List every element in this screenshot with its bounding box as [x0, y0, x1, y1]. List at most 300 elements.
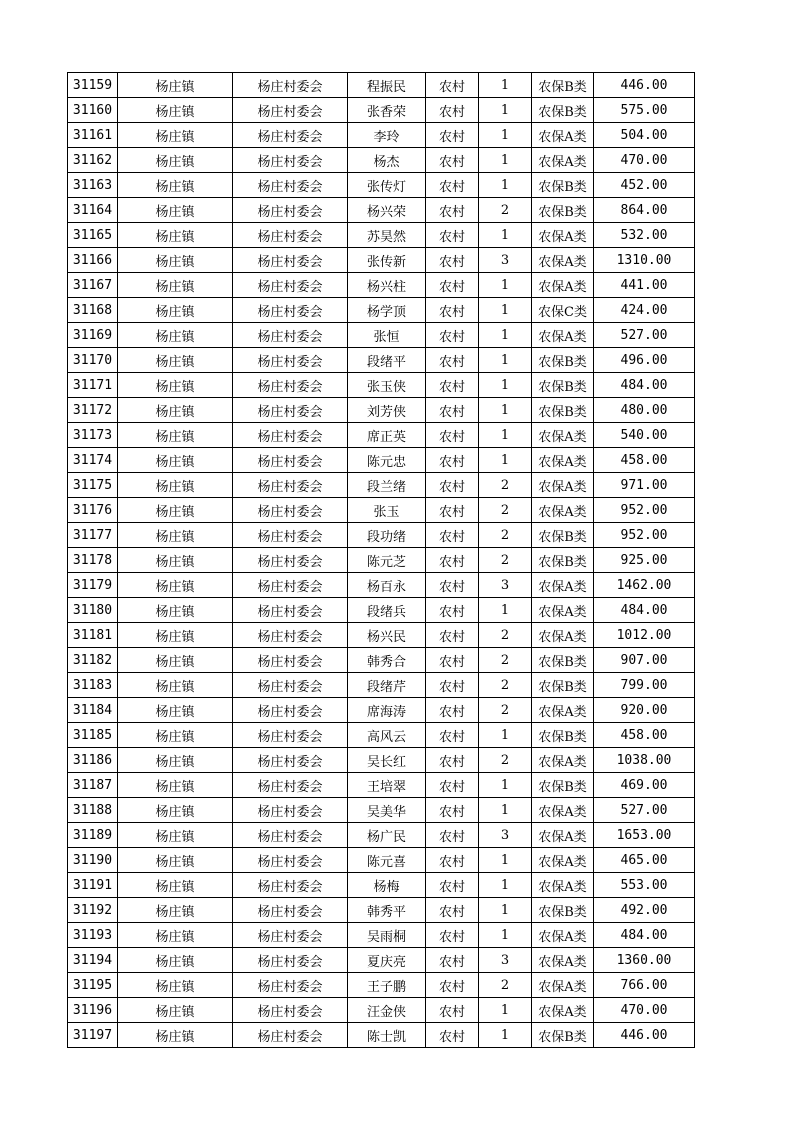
cell-category: 农保A类 — [532, 273, 594, 298]
table-row — [68, 373, 695, 398]
cell-amount: 920.00 — [594, 698, 695, 723]
cell-village: 杨庄村委会 — [233, 673, 348, 698]
cell-name: 段绪芹 — [348, 673, 426, 698]
cell-count: 1 — [479, 323, 532, 348]
cell-category: 农保A类 — [532, 873, 594, 898]
cell-village: 杨庄村委会 — [233, 798, 348, 823]
cell-count: 2 — [479, 973, 532, 998]
cell-type: 农村 — [426, 98, 479, 123]
cell-town: 杨庄镇 — [118, 198, 233, 223]
table-row — [68, 173, 695, 198]
cell-type: 农村 — [426, 573, 479, 598]
table-row — [68, 448, 695, 473]
cell-category: 农保B类 — [532, 673, 594, 698]
cell-type: 农村 — [426, 773, 479, 798]
cell-name: 夏庆亮 — [348, 948, 426, 973]
cell-id: 31186 — [68, 748, 118, 773]
cell-town: 杨庄镇 — [118, 298, 233, 323]
cell-category: 农保B类 — [532, 1023, 594, 1048]
cell-category: 农保A类 — [532, 973, 594, 998]
cell-type: 农村 — [426, 373, 479, 398]
table-row — [68, 773, 695, 798]
cell-type: 农村 — [426, 998, 479, 1023]
cell-amount: 971.00 — [594, 473, 695, 498]
cell-category: 农保B类 — [532, 173, 594, 198]
cell-category: 农保B类 — [532, 648, 594, 673]
cell-town: 杨庄镇 — [118, 898, 233, 923]
cell-type: 农村 — [426, 873, 479, 898]
cell-type: 农村 — [426, 648, 479, 673]
cell-id: 31190 — [68, 848, 118, 873]
cell-name: 段绪兵 — [348, 598, 426, 623]
table-row — [68, 673, 695, 698]
cell-name: 段功绪 — [348, 523, 426, 548]
cell-category: 农保B类 — [532, 348, 594, 373]
cell-type: 农村 — [426, 673, 479, 698]
cell-name: 杨兴民 — [348, 623, 426, 648]
cell-name: 陈元喜 — [348, 848, 426, 873]
cell-category: 农保A类 — [532, 798, 594, 823]
cell-town: 杨庄镇 — [118, 1023, 233, 1048]
cell-village: 杨庄村委会 — [233, 948, 348, 973]
table-row — [68, 748, 695, 773]
cell-type: 农村 — [426, 423, 479, 448]
table-row — [68, 648, 695, 673]
cell-id: 31170 — [68, 348, 118, 373]
cell-town: 杨庄镇 — [118, 473, 233, 498]
cell-id: 31172 — [68, 398, 118, 423]
cell-village: 杨庄村委会 — [233, 623, 348, 648]
cell-town: 杨庄镇 — [118, 173, 233, 198]
cell-id: 31160 — [68, 98, 118, 123]
cell-count: 1 — [479, 898, 532, 923]
cell-category: 农保B类 — [532, 398, 594, 423]
cell-type: 农村 — [426, 698, 479, 723]
cell-village: 杨庄村委会 — [233, 873, 348, 898]
cell-town: 杨庄镇 — [118, 73, 233, 98]
table-row — [68, 323, 695, 348]
cell-id: 31192 — [68, 898, 118, 923]
cell-count: 1 — [479, 598, 532, 623]
cell-village: 杨庄村委会 — [233, 123, 348, 148]
cell-amount: 925.00 — [594, 548, 695, 573]
cell-count: 1 — [479, 273, 532, 298]
cell-village: 杨庄村委会 — [233, 698, 348, 723]
cell-town: 杨庄镇 — [118, 998, 233, 1023]
cell-town: 杨庄镇 — [118, 673, 233, 698]
cell-category: 农保B类 — [532, 548, 594, 573]
cell-name: 王子鹏 — [348, 973, 426, 998]
table-row — [68, 573, 695, 598]
cell-town: 杨庄镇 — [118, 423, 233, 448]
cell-category: 农保A类 — [532, 923, 594, 948]
cell-name: 杨兴柱 — [348, 273, 426, 298]
cell-name: 汪金侠 — [348, 998, 426, 1023]
cell-town: 杨庄镇 — [118, 123, 233, 148]
table-row — [68, 998, 695, 1023]
cell-amount: 446.00 — [594, 73, 695, 98]
cell-town: 杨庄镇 — [118, 323, 233, 348]
cell-id: 31169 — [68, 323, 118, 348]
cell-town: 杨庄镇 — [118, 923, 233, 948]
cell-id: 31180 — [68, 598, 118, 623]
cell-category: 农保A类 — [532, 823, 594, 848]
cell-village: 杨庄村委会 — [233, 773, 348, 798]
cell-village: 杨庄村委会 — [233, 748, 348, 773]
cell-amount: 1360.00 — [594, 948, 695, 973]
cell-name: 杨广民 — [348, 823, 426, 848]
cell-id: 31164 — [68, 198, 118, 223]
cell-count: 1 — [479, 448, 532, 473]
cell-town: 杨庄镇 — [118, 623, 233, 648]
cell-count: 2 — [479, 623, 532, 648]
cell-name: 吴美华 — [348, 798, 426, 823]
cell-id: 31166 — [68, 248, 118, 273]
cell-category: 农保A类 — [532, 223, 594, 248]
cell-type: 农村 — [426, 398, 479, 423]
cell-village: 杨庄村委会 — [233, 223, 348, 248]
cell-category: 农保A类 — [532, 448, 594, 473]
cell-amount: 527.00 — [594, 798, 695, 823]
cell-name: 张传新 — [348, 248, 426, 273]
table-row — [68, 273, 695, 298]
cell-name: 张恒 — [348, 323, 426, 348]
table-row — [68, 1023, 695, 1048]
cell-count: 2 — [479, 673, 532, 698]
cell-name: 陈元芝 — [348, 548, 426, 573]
cell-category: 农保B类 — [532, 523, 594, 548]
cell-town: 杨庄镇 — [118, 248, 233, 273]
cell-id: 31185 — [68, 723, 118, 748]
cell-category: 农保A类 — [532, 623, 594, 648]
cell-name: 杨杰 — [348, 148, 426, 173]
cell-amount: 458.00 — [594, 723, 695, 748]
cell-id: 31184 — [68, 698, 118, 723]
cell-id: 31194 — [68, 948, 118, 973]
cell-amount: 452.00 — [594, 173, 695, 198]
cell-village: 杨庄村委会 — [233, 473, 348, 498]
table-row — [68, 148, 695, 173]
cell-village: 杨庄村委会 — [233, 1023, 348, 1048]
cell-village: 杨庄村委会 — [233, 148, 348, 173]
cell-village: 杨庄村委会 — [233, 598, 348, 623]
cell-type: 农村 — [426, 173, 479, 198]
cell-village: 杨庄村委会 — [233, 723, 348, 748]
cell-town: 杨庄镇 — [118, 398, 233, 423]
cell-id: 31193 — [68, 923, 118, 948]
cell-type: 农村 — [426, 198, 479, 223]
cell-category: 农保A类 — [532, 998, 594, 1023]
cell-count: 2 — [479, 648, 532, 673]
cell-type: 农村 — [426, 473, 479, 498]
cell-count: 2 — [479, 548, 532, 573]
table-row — [68, 798, 695, 823]
cell-id: 31167 — [68, 273, 118, 298]
cell-category: 农保A类 — [532, 473, 594, 498]
table-row — [68, 223, 695, 248]
cell-id: 31197 — [68, 1023, 118, 1048]
cell-count: 1 — [479, 723, 532, 748]
cell-category: 农保C类 — [532, 298, 594, 323]
table-row — [68, 898, 695, 923]
cell-type: 农村 — [426, 448, 479, 473]
cell-category: 农保A类 — [532, 948, 594, 973]
cell-village: 杨庄村委会 — [233, 998, 348, 1023]
cell-type: 农村 — [426, 973, 479, 998]
cell-village: 杨庄村委会 — [233, 73, 348, 98]
cell-count: 2 — [479, 523, 532, 548]
cell-name: 苏昊然 — [348, 223, 426, 248]
cell-town: 杨庄镇 — [118, 223, 233, 248]
cell-amount: 1038.00 — [594, 748, 695, 773]
cell-village: 杨庄村委会 — [233, 573, 348, 598]
cell-type: 农村 — [426, 748, 479, 773]
cell-count: 1 — [479, 123, 532, 148]
table-row — [68, 848, 695, 873]
cell-amount: 492.00 — [594, 898, 695, 923]
cell-name: 韩秀平 — [348, 898, 426, 923]
cell-count: 1 — [479, 423, 532, 448]
cell-village: 杨庄村委会 — [233, 423, 348, 448]
cell-type: 农村 — [426, 848, 479, 873]
cell-count: 1 — [479, 148, 532, 173]
cell-count: 3 — [479, 248, 532, 273]
cell-amount: 799.00 — [594, 673, 695, 698]
cell-type: 农村 — [426, 73, 479, 98]
cell-name: 张玉 — [348, 498, 426, 523]
cell-id: 31179 — [68, 573, 118, 598]
cell-amount: 540.00 — [594, 423, 695, 448]
cell-count: 1 — [479, 73, 532, 98]
cell-town: 杨庄镇 — [118, 148, 233, 173]
cell-category: 农保A类 — [532, 848, 594, 873]
cell-village: 杨庄村委会 — [233, 323, 348, 348]
cell-town: 杨庄镇 — [118, 548, 233, 573]
cell-id: 31183 — [68, 673, 118, 698]
table-row — [68, 523, 695, 548]
table-row — [68, 498, 695, 523]
cell-amount: 952.00 — [594, 523, 695, 548]
cell-type: 农村 — [426, 223, 479, 248]
cell-id: 31191 — [68, 873, 118, 898]
cell-amount: 446.00 — [594, 1023, 695, 1048]
cell-type: 农村 — [426, 798, 479, 823]
cell-id: 31196 — [68, 998, 118, 1023]
cell-town: 杨庄镇 — [118, 948, 233, 973]
cell-name: 张玉侠 — [348, 373, 426, 398]
cell-category: 农保A类 — [532, 148, 594, 173]
cell-id: 31176 — [68, 498, 118, 523]
table-row — [68, 723, 695, 748]
cell-category: 农保B类 — [532, 98, 594, 123]
cell-count: 3 — [479, 823, 532, 848]
cell-count: 2 — [479, 473, 532, 498]
cell-count: 1 — [479, 923, 532, 948]
cell-village: 杨庄村委会 — [233, 398, 348, 423]
cell-town: 杨庄镇 — [118, 273, 233, 298]
cell-town: 杨庄镇 — [118, 448, 233, 473]
cell-type: 农村 — [426, 598, 479, 623]
cell-category: 农保B类 — [532, 373, 594, 398]
table-row — [68, 248, 695, 273]
cell-name: 张香荣 — [348, 98, 426, 123]
cell-amount: 469.00 — [594, 773, 695, 798]
cell-village: 杨庄村委会 — [233, 298, 348, 323]
cell-category: 农保B类 — [532, 198, 594, 223]
cell-name: 程振民 — [348, 73, 426, 98]
cell-name: 高风云 — [348, 723, 426, 748]
cell-count: 1 — [479, 773, 532, 798]
cell-amount: 952.00 — [594, 498, 695, 523]
cell-town: 杨庄镇 — [118, 598, 233, 623]
cell-amount: 470.00 — [594, 148, 695, 173]
cell-type: 农村 — [426, 723, 479, 748]
cell-category: 农保A类 — [532, 423, 594, 448]
cell-name: 杨学顶 — [348, 298, 426, 323]
cell-id: 31188 — [68, 798, 118, 823]
cell-id: 31173 — [68, 423, 118, 448]
cell-town: 杨庄镇 — [118, 373, 233, 398]
cell-type: 农村 — [426, 148, 479, 173]
cell-count: 1 — [479, 848, 532, 873]
cell-name: 段兰绪 — [348, 473, 426, 498]
cell-count: 2 — [479, 498, 532, 523]
cell-village: 杨庄村委会 — [233, 648, 348, 673]
cell-town: 杨庄镇 — [118, 973, 233, 998]
cell-town: 杨庄镇 — [118, 523, 233, 548]
cell-type: 农村 — [426, 898, 479, 923]
cell-town: 杨庄镇 — [118, 498, 233, 523]
cell-name: 吴雨桐 — [348, 923, 426, 948]
cell-name: 韩秀合 — [348, 648, 426, 673]
cell-name: 杨百永 — [348, 573, 426, 598]
cell-amount: 470.00 — [594, 998, 695, 1023]
table-row — [68, 948, 695, 973]
table-row — [68, 823, 695, 848]
cell-category: 农保A类 — [532, 698, 594, 723]
cell-town: 杨庄镇 — [118, 723, 233, 748]
cell-amount: 465.00 — [594, 848, 695, 873]
table-row — [68, 973, 695, 998]
cell-amount: 1462.00 — [594, 573, 695, 598]
table-row — [68, 298, 695, 323]
cell-id: 31161 — [68, 123, 118, 148]
cell-town: 杨庄镇 — [118, 873, 233, 898]
cell-town: 杨庄镇 — [118, 798, 233, 823]
cell-name: 席海涛 — [348, 698, 426, 723]
cell-name: 李玲 — [348, 123, 426, 148]
cell-village: 杨庄村委会 — [233, 348, 348, 373]
cell-amount: 766.00 — [594, 973, 695, 998]
cell-type: 农村 — [426, 273, 479, 298]
cell-count: 1 — [479, 298, 532, 323]
cell-amount: 484.00 — [594, 373, 695, 398]
cell-category: 农保A类 — [532, 123, 594, 148]
cell-name: 杨兴荣 — [348, 198, 426, 223]
cell-town: 杨庄镇 — [118, 748, 233, 773]
records-table — [67, 72, 695, 1048]
cell-count: 2 — [479, 198, 532, 223]
table-row — [68, 398, 695, 423]
cell-village: 杨庄村委会 — [233, 823, 348, 848]
cell-village: 杨庄村委会 — [233, 98, 348, 123]
cell-type: 农村 — [426, 123, 479, 148]
cell-village: 杨庄村委会 — [233, 548, 348, 573]
cell-town: 杨庄镇 — [118, 573, 233, 598]
cell-id: 31162 — [68, 148, 118, 173]
cell-category: 农保B类 — [532, 898, 594, 923]
cell-village: 杨庄村委会 — [233, 898, 348, 923]
cell-id: 31168 — [68, 298, 118, 323]
cell-id: 31175 — [68, 473, 118, 498]
cell-count: 1 — [479, 873, 532, 898]
cell-name: 杨梅 — [348, 873, 426, 898]
cell-name: 刘芳侠 — [348, 398, 426, 423]
cell-name: 陈元忠 — [348, 448, 426, 473]
cell-id: 31171 — [68, 373, 118, 398]
cell-id: 31174 — [68, 448, 118, 473]
cell-amount: 527.00 — [594, 323, 695, 348]
cell-type: 农村 — [426, 523, 479, 548]
cell-village: 杨庄村委会 — [233, 173, 348, 198]
cell-amount: 484.00 — [594, 598, 695, 623]
cell-amount: 1310.00 — [594, 248, 695, 273]
cell-category: 农保A类 — [532, 248, 594, 273]
cell-id: 31177 — [68, 523, 118, 548]
cell-id: 31182 — [68, 648, 118, 673]
cell-id: 31165 — [68, 223, 118, 248]
table-row — [68, 873, 695, 898]
cell-town: 杨庄镇 — [118, 98, 233, 123]
cell-town: 杨庄镇 — [118, 698, 233, 723]
table-row — [68, 623, 695, 648]
cell-town: 杨庄镇 — [118, 773, 233, 798]
cell-village: 杨庄村委会 — [233, 923, 348, 948]
cell-category: 农保B类 — [532, 773, 594, 798]
cell-category: 农保B类 — [532, 73, 594, 98]
cell-type: 农村 — [426, 823, 479, 848]
cell-village: 杨庄村委会 — [233, 373, 348, 398]
cell-village: 杨庄村委会 — [233, 498, 348, 523]
cell-category: 农保A类 — [532, 573, 594, 598]
cell-id: 31163 — [68, 173, 118, 198]
cell-type: 农村 — [426, 323, 479, 348]
cell-village: 杨庄村委会 — [233, 198, 348, 223]
cell-village: 杨庄村委会 — [233, 848, 348, 873]
cell-name: 王培翠 — [348, 773, 426, 798]
cell-count: 1 — [479, 173, 532, 198]
table-row — [68, 348, 695, 373]
cell-town: 杨庄镇 — [118, 648, 233, 673]
cell-amount: 504.00 — [594, 123, 695, 148]
cell-town: 杨庄镇 — [118, 348, 233, 373]
cell-village: 杨庄村委会 — [233, 248, 348, 273]
cell-count: 2 — [479, 748, 532, 773]
cell-id: 31187 — [68, 773, 118, 798]
table-row — [68, 698, 695, 723]
cell-village: 杨庄村委会 — [233, 973, 348, 998]
cell-id: 31178 — [68, 548, 118, 573]
table-row — [68, 198, 695, 223]
cell-id: 31159 — [68, 73, 118, 98]
cell-amount: 496.00 — [594, 348, 695, 373]
cell-amount: 532.00 — [594, 223, 695, 248]
cell-name: 陈士凯 — [348, 1023, 426, 1048]
table-body — [68, 73, 695, 1048]
cell-town: 杨庄镇 — [118, 848, 233, 873]
cell-category: 农保A类 — [532, 748, 594, 773]
cell-type: 农村 — [426, 298, 479, 323]
